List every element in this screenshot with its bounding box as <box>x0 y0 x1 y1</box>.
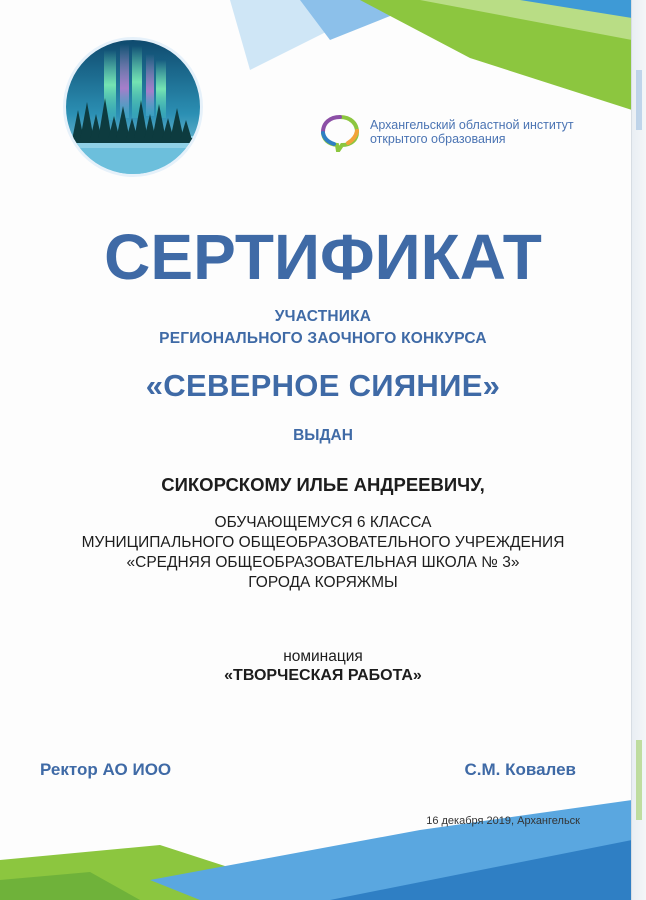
institute-name-line: открытого образования <box>370 132 506 146</box>
certificate-title: СЕРТИФИКАТ <box>104 221 542 293</box>
recipient-detail-line: ОБУЧАЮЩЕМУСЯ 6 КЛАССА <box>214 514 432 531</box>
nomination-label: номинация <box>283 648 363 665</box>
recipient-details <box>0 513 646 593</box>
recipient-detail-line: МУНИЦИПАЛЬНОГО ОБЩЕОБРАЗОВАТЕЛЬНОГО УЧРЕЖДЕНИЯ <box>81 534 565 551</box>
institute-logo-icon <box>318 114 360 152</box>
scan-edge-accent <box>636 740 642 820</box>
issued-label: ВЫДАН <box>293 427 353 444</box>
recipient-detail-line: «СРЕДНЯЯ ОБЩЕОБРАЗОВАТЕЛЬНАЯ ШКОЛА № 3» <box>126 554 520 571</box>
contest-name: «СЕВЕРНОЕ СИЯНИЕ» <box>145 368 501 403</box>
recipient-name: СИКОРСКОМУ ИЛЬЕ АНДРЕЕВИЧУ, <box>161 474 485 495</box>
recipient-detail-line: ГОРОДА КОРЯЖМЫ <box>248 574 398 591</box>
institute-name-line: Архангельский областной институт <box>370 118 574 132</box>
aurora-landscape-image <box>66 40 200 174</box>
scan-edge-accent <box>636 70 642 130</box>
date-place: 16 декабря 2019, Архангельск <box>426 815 580 827</box>
signer-name: С.М. Ковалев <box>464 760 576 779</box>
participant-line: УЧАСТНИКА <box>274 308 372 325</box>
institute-name <box>370 118 620 146</box>
signer-title: Ректор АО ИОО <box>40 760 172 779</box>
nomination-value: «ТВОРЧЕСКАЯ РАБОТА» <box>224 667 422 684</box>
aurora-emblem <box>66 40 200 174</box>
contest-level-line: РЕГИОНАЛЬНОГО ЗАОЧНОГО КОНКУРСА <box>159 330 487 347</box>
